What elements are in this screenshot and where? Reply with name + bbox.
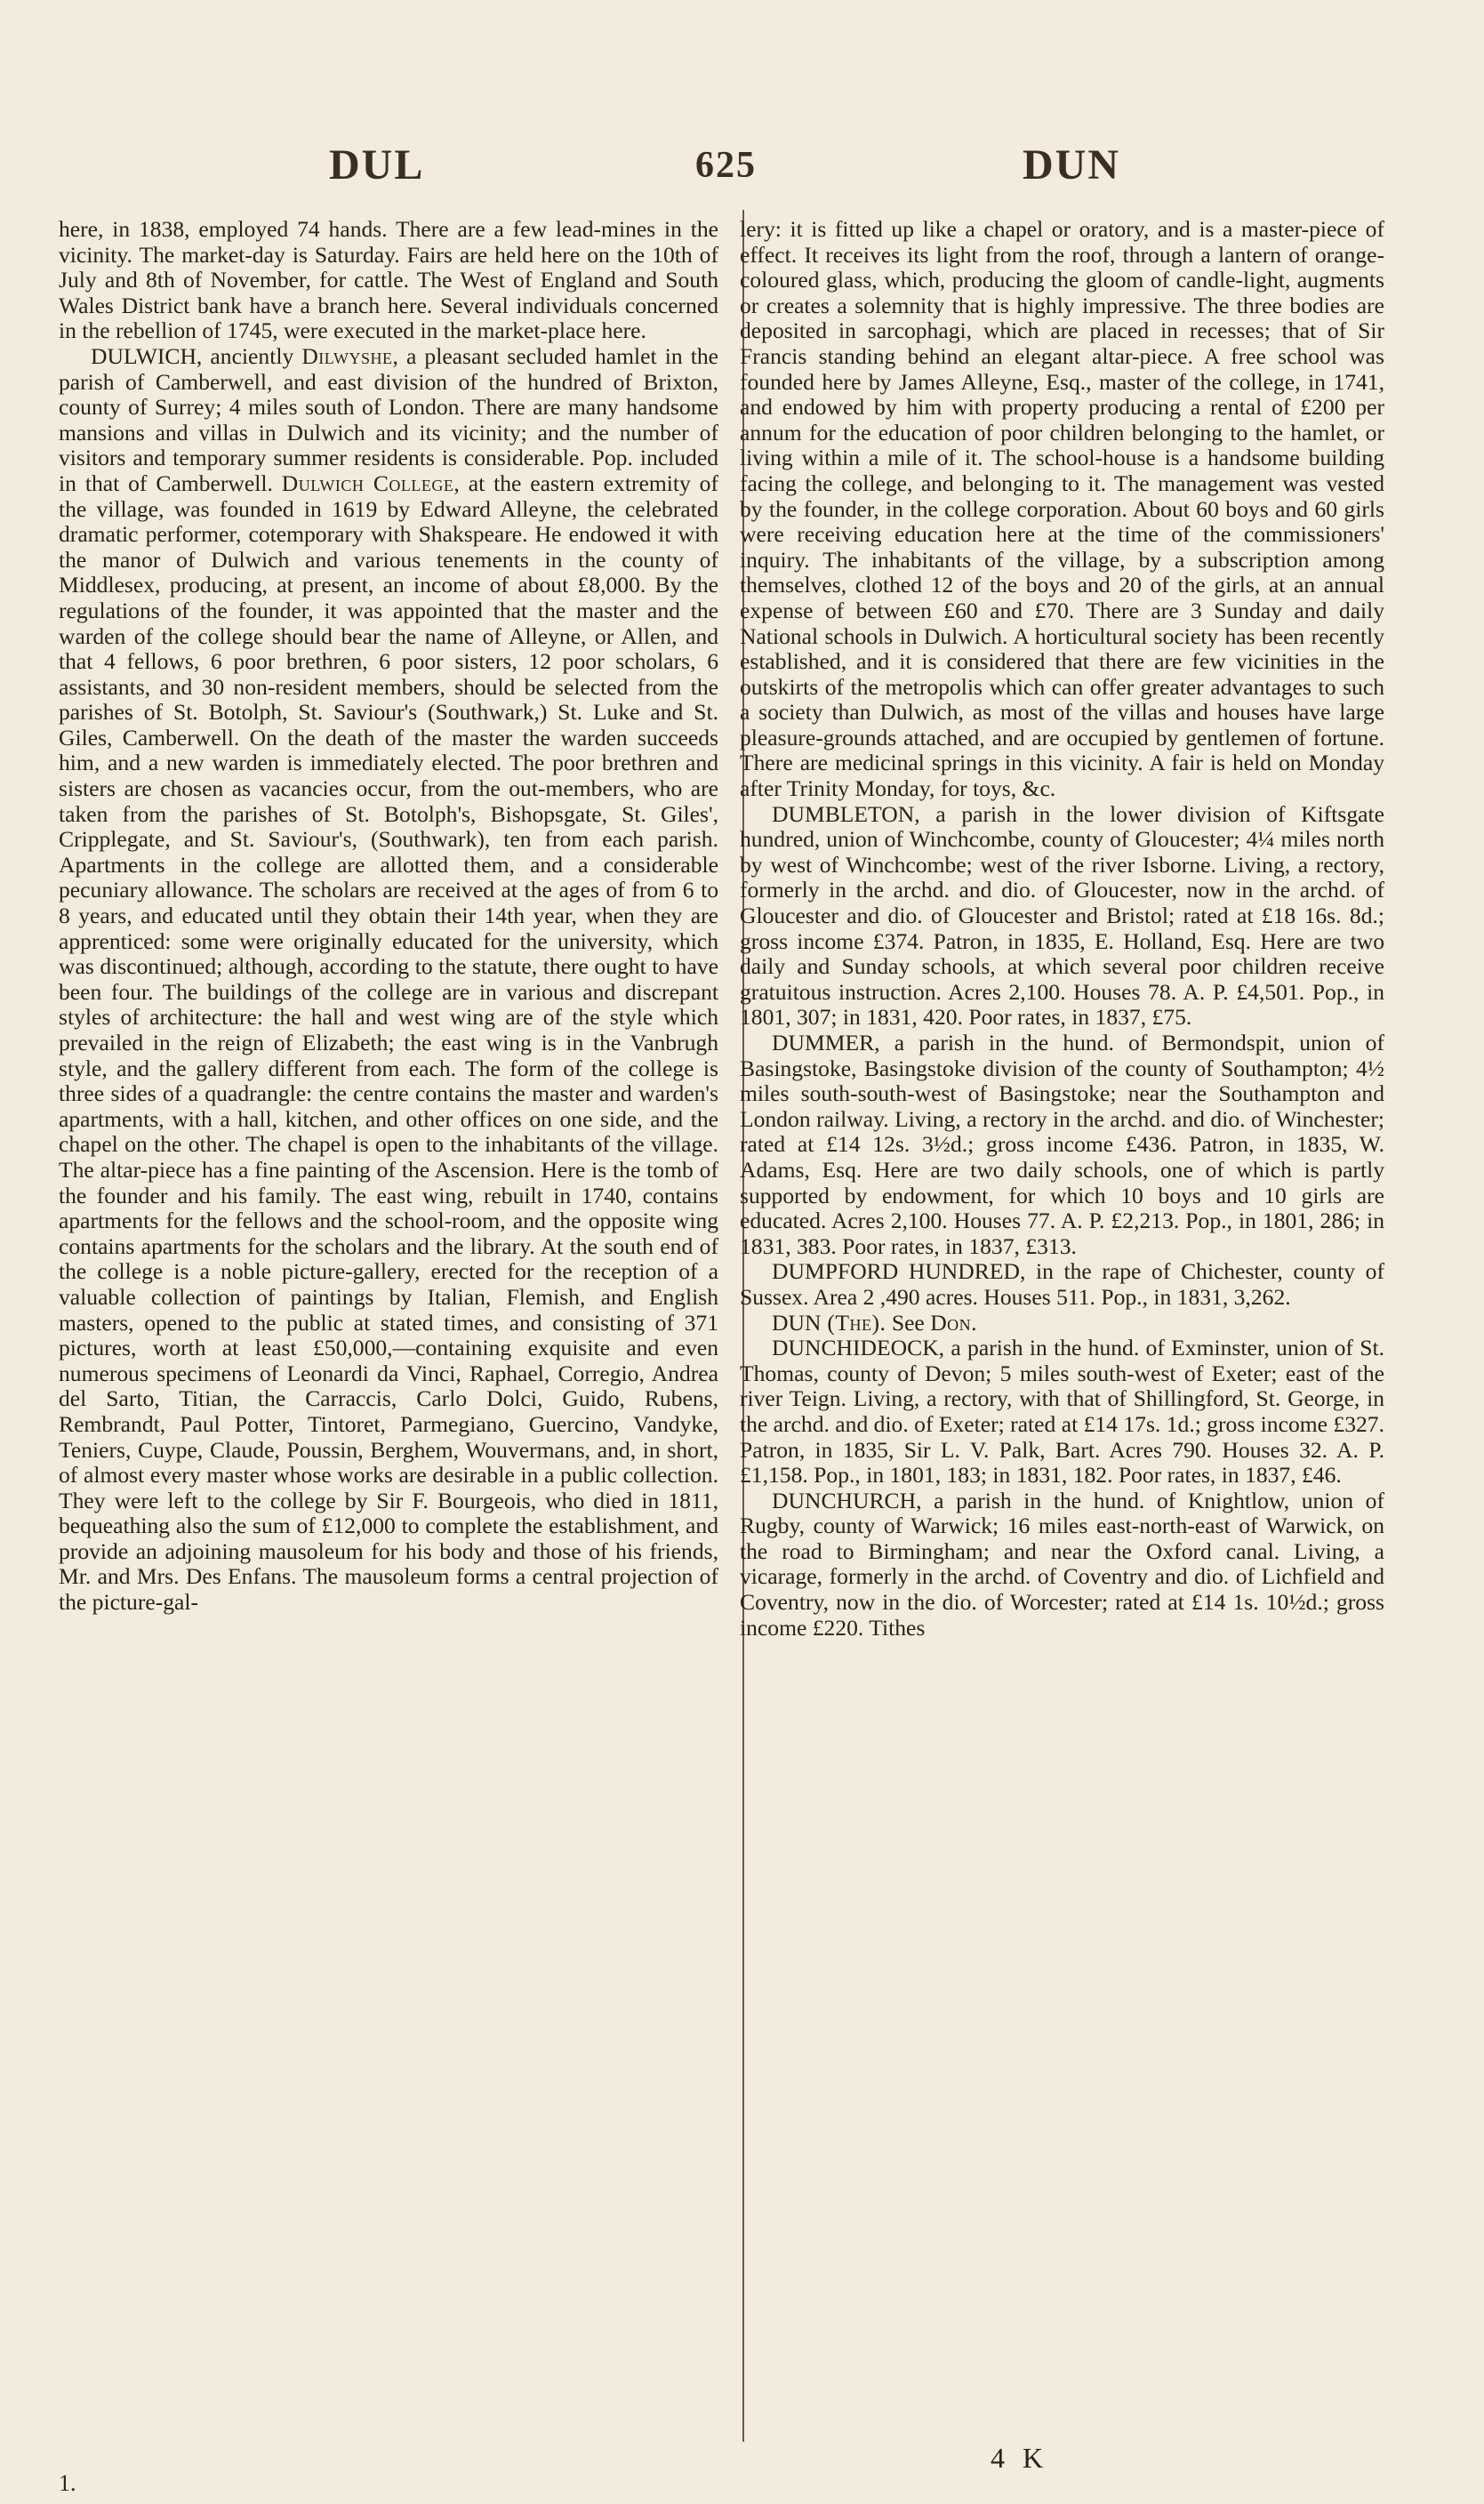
header-right-catchword: DUN	[1023, 141, 1120, 189]
entry-headword: DULWICH,	[91, 342, 203, 369]
entry-text: a parish in the hund. of Bermondspit, union of Basingstoke, Basingstoke division of the county of Southampton; 4½ miles south-south-west of Basingstoke; near the Southampton and London railway. Living, a rectory in the archd. and dio. of Winchester; rated at £14 12s. 3½d.; gross income £436. Patron, in 1835, W. Adams, Esq. Here are two daily schools, one of which is partly supported by endowment, for which 10 boys and 10 girls are educated. Acres 2,100. Houses 77. A. P. £2,213. Pop., in 1801, 286; in 1831, 383. Poor rates, in 1837, £313.	[740, 1030, 1384, 1259]
entry-headword: DUNCHURCH,	[772, 1487, 922, 1513]
entry-dulwich	[59, 344, 718, 1616]
entry-text: a parish in the lower division of Kiftsgate hundred, union of Winchcombe, county of Gloucester; 4¼ miles north by west of Winchcombe; west of the river Isborne. Living, a rectory, formerly in the archd. and dio. of Gloucester, now in the archd. of Gloucester and dio. of Gloucester and Bristol; rated at £18 16s. 8d.; gross income £374. Patron, in 1835, E. Holland, Esq. Here are two daily and Sunday schools, at which several poor children receive gratuitous instruction. Acres 2,100. Houses 78. A. P. £4,501. Pop., in 1801, 307; in 1831, 420. Poor rates, in 1837, £75.	[740, 800, 1384, 1031]
entry-headword: DUMMER,	[772, 1030, 880, 1055]
entry-headword: DUN	[772, 1309, 822, 1336]
entry-headword: DUMPFORD HUNDRED,	[772, 1258, 1026, 1285]
entry-dumbleton	[740, 802, 1384, 1031]
entry-text: See	[886, 1309, 931, 1336]
entry-text: in the rape of Chichester, county of Sussex. Area 2 ,490 acres. Houses 511. Pop., in 1831, 3,262.	[740, 1258, 1384, 1310]
paragraph: here, in 1838, employed 74 hands. There are a few lead-mines in the vicinity. The market-day is Saturday. Fairs are held here on the 10th of July and 8th of November, for cattle. The West of England and South Wales District bank have a branch here. Several individuals concerned in the rebellion of 1745, were executed in the market-place here.	[59, 216, 718, 344]
entry-dunchurch	[740, 1489, 1384, 1641]
paragraph: lery: it is fitted up like a chapel or oratory, and is a master-piece of effect. It receives its light from the roof, through a lantern of orange-coloured glass, which, producing the gloom of candle-light, augments or creates a solemnity that is highly impressive. The three bodies are deposited in sarcophagi, which are placed in recesses; that of Sir Francis standing behind an elegant altar-piece. A free school was founded here by James Alleyne, Esq., master of the college, in 1741, and endowed by him with property producing a rental of £200 per annum for the education of poor children belonging to the hamlet, or living within a mile of it. The school-house is a handsome building facing the college, and belonging to it. The management was vested by the founder, in the college corporation. About 60 boys and 60 girls were receiving education here at the time of the commissioners' inquiry. The inhabitants of the village, by a subscription among themselves, clothed 12 of the boys and 20 of the girls, at an annual expense of between £60 and £70. There are 3 Sunday and daily National schools in Dulwich. A horticultural society has been recently established, and it is considered that there are few vicinities in the outskirts of the metropolis which can offer greater advantages to such a society than Dulwich, as most of the villas and houses have large pleasure-grounds attached, and are occupied by gentlemen of fortune. There are medicinal springs in this vicinity. A fair is held on Monday after Trinity Monday, for toys, &c.	[740, 216, 1384, 802]
entry-variant-name: Dilwyshe	[301, 342, 393, 369]
entry-text: , a pleasant secluded hamlet in the parish of Camberwell, and east division of the hundred of Brixton, county of Surrey; 4 miles south of London. There are many handsome mansions and villas in Dulwich and its vicinity; and the number of visitors and temporary summer residents is considerable. Pop. included in that of Camberwell.	[59, 342, 718, 496]
header-left-catchword: DUL	[329, 141, 425, 189]
signature-mark-right: 4 K	[991, 2442, 1049, 2474]
right-column	[740, 217, 1384, 1641]
entry-text: a parish in the hund. of Exminster, union of St. Thomas, county of Devon; 5 miles south-west of Exeter; east of the river Teign. Living, a rectory, with that of Shillingford, St. George, in the archd. and dio. of Exeter; rated at £14 17s. 1d.; gross income £327. Patron, in 1835, Sir L. V. Palk, Bart. Acres 790. Houses 32. A. P. £1,158. Pop., in 1801, 183; in 1831, 182. Poor rates, in 1837, £46.	[740, 1335, 1384, 1489]
entry-dumpford-hundred	[740, 1259, 1384, 1310]
entry-subheading: Dulwich College	[281, 470, 454, 496]
entry-variant-name: (The).	[821, 1309, 886, 1336]
entry-text: , at the eastern extremity of the village, was founded in 1619 by Edward Alleyne, the celebrated dramatic performer, cotemporary with Shakspeare. He endowed it with the manor of Dulwich and various tenements in the county of Middlesex, producing, at present, an income of about £8,000. By the regulations of the founder, it was appointed that the master and the warden of the college should bear the name of Alleyne, or Allen, and that 4 fellows, 6 poor brethren, 6 poor sisters, 12 poor scholars, 6 assistants, and 30 non-resident members, should be selected from the parishes of St. Botolph, St. Saviour's (Southwark,) St. Luke and St. Giles, Camberwell. On the death of the master the warden succeeds him, and a new warden is immediately elected. The poor brethren and sisters are chosen as vacancies occur, from the out-members, who are taken from the parishes of St. Botolph's, Bishopsgate, St. Giles', Cripplegate, and St. Saviour's, (Southwark), ten from each parish. Apartments in the college are allotted them, and a considerable pecuniary allowance. The scholars are received at the ages of from 6 to 8 years, and educated until they obtain their 14th year, when they are apprenticed: some were originally educated for the university, which was discontinued; although, according to the statute, there ought to have been four. The buildings of the college are in various and discrepant styles of architecture: the hall and west wing are of the style which prevailed in the reign of Elizabeth; the east wing is in the Vanbrugh style, and the gallery different from each. The form of the college is three sides of a quadrangle: the centre contains the master and warden's apartments, with a hall, kitchen, and other offices on one side, and the chapel on the other. The chapel is open to the inhabitants of the village. The altar-piece has a fine painting of the Ascension. Here is the tomb of the founder and his family. The east wing, rebuilt in 1740, contains apartments for the fellows and the school-room, and the opposite wing contains apartments for the scholars and the library. At the south end of the college is a noble picture-gallery, erected for the reception of a valuable collection of paintings by Italian, Flemish, and English masters, opened to the public at stated times, and consisting of 371 pictures, worth at least £50,000,—containing exquisite and even numerous specimens of Leonardi da Vinci, Raphael, Corregio, Andrea del Sarto, Titian, the Carraccis, Carlo Dolci, Guido, Rubens, Rembrandt, Paul Potter, Tintoret, Parmegiano, Guercino, Vandyke, Teniers, Cuype, Claude, Poussin, Berghem, Wouvermans, and, in short, of almost every master whose works are desirable in a public collection. They were left to the college by Sir F. Bourgeois, who died in 1811, bequeathing also the sum of £12,000 to complete the establishment, and provide an adjoining mausoleum for his body and those of his friends, Mr. and Mrs. Des Enfans. The mausoleum forms a central projection of the picture-gal-	[59, 470, 719, 1616]
entry-headword: DUMBLETON,	[772, 800, 920, 827]
entry-dunchideock	[740, 1336, 1384, 1489]
cross-reference: Don.	[930, 1309, 978, 1336]
signature-mark-left: 1.	[59, 2470, 76, 2496]
entry-text: a parish in the hund. of Knightlow, union of Rugby, county of Warwick; 16 miles east-north-east of Warwick, on the road to Birmingham; and near the Oxford canal. Living, a vicarage, formerly in the archd. of Coventry and dio. of Lichfield and Coventry, now in the dio. of Worcester; rated at £14 1s. 10½d.; gross income £220. Tithes	[740, 1487, 1384, 1641]
entry-headword: DUNCHIDEOCK,	[772, 1335, 945, 1361]
left-column	[59, 217, 718, 1616]
entry-dun	[740, 1311, 1384, 1336]
page-number: 625	[695, 145, 757, 186]
running-header	[0, 140, 1484, 194]
entry-dummer	[740, 1031, 1384, 1259]
entry-text: anciently	[202, 342, 302, 369]
